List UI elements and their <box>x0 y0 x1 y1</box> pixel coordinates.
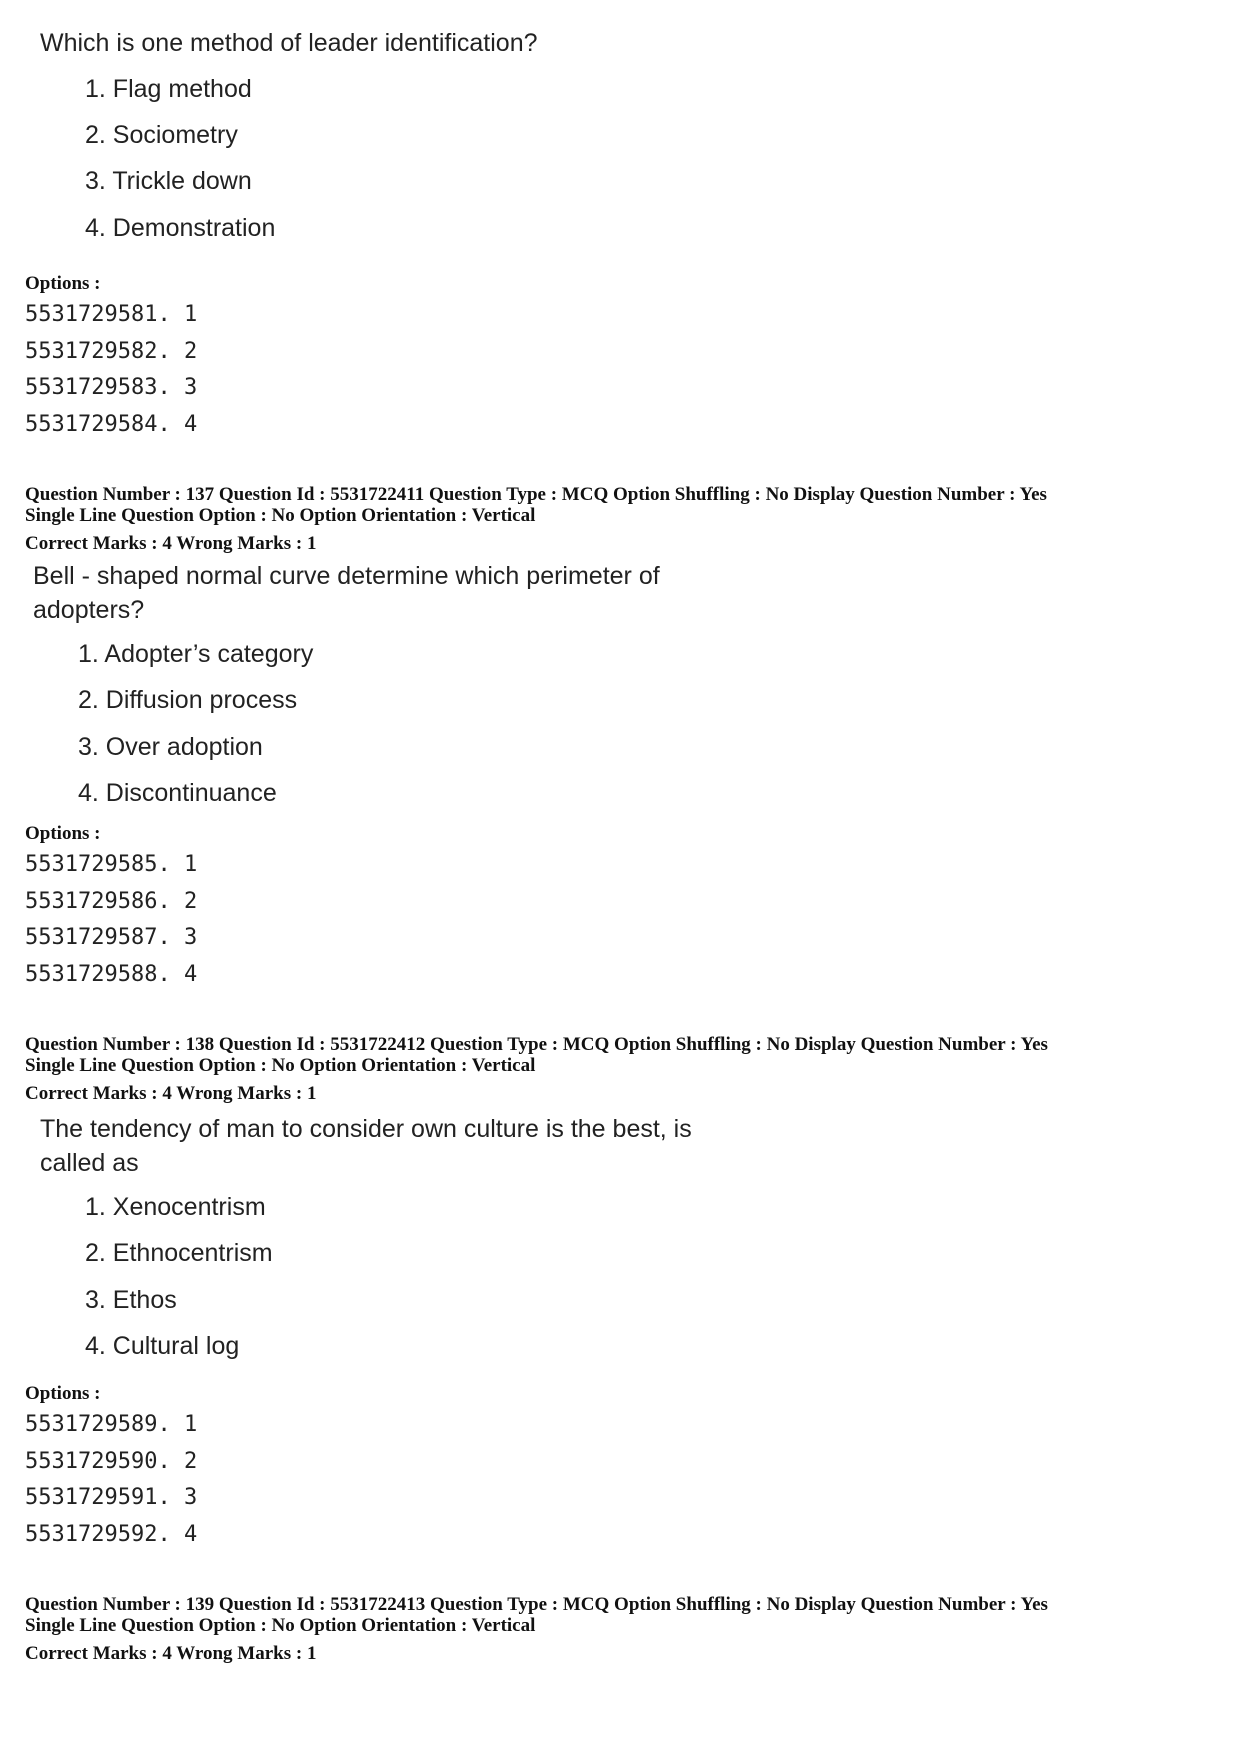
option-id: 5531729587. 3 <box>25 925 198 950</box>
option-id: 5531729581. 1 <box>25 302 198 327</box>
question-meta: Question Number : 137 Question Id : 5531722411 Question Type : MCQ Option Shuffling : No Display Question Number : Yes <box>25 484 1047 505</box>
question-choice: 4. Discontinuance <box>78 779 277 807</box>
question-choice: 1. Adopter’s category <box>78 640 314 668</box>
option-id: 5531729585. 1 <box>25 852 198 877</box>
option-id: 5531729586. 2 <box>25 889 198 914</box>
question-choice: 2. Ethnocentrism <box>85 1239 273 1267</box>
question-choice: 2. Diffusion process <box>78 686 298 714</box>
option-id: 5531729584. 4 <box>25 412 198 437</box>
question-marks: Correct Marks : 4 Wrong Marks : 1 <box>25 533 317 554</box>
question-choice: 2. Sociometry <box>85 121 238 149</box>
option-id: 5531729589. 1 <box>25 1412 198 1437</box>
option-id: 5531729583. 3 <box>25 375 198 400</box>
options-label: Options : <box>25 823 101 844</box>
question-meta: Single Line Question Option : No Option Orientation : Vertical <box>25 505 536 526</box>
options-label: Options : <box>25 1383 101 1404</box>
option-id: 5531729582. 2 <box>25 339 198 364</box>
question-stem-line: The tendency of man to consider own culture is the best, is <box>40 1115 692 1143</box>
option-id: 5531729590. 2 <box>25 1449 198 1474</box>
question-choice: 3. Ethos <box>85 1286 177 1314</box>
question-choice: 4. Demonstration <box>85 214 276 242</box>
question-stem-line: called as <box>40 1149 139 1177</box>
question-choice: 1. Flag method <box>85 75 252 103</box>
question-meta: Single Line Question Option : No Option Orientation : Vertical <box>25 1615 536 1636</box>
question-meta: Question Number : 138 Question Id : 5531722412 Question Type : MCQ Option Shuffling : No Display Question Number : Yes <box>25 1034 1048 1055</box>
question-marks: Correct Marks : 4 Wrong Marks : 1 <box>25 1643 317 1664</box>
option-id: 5531729588. 4 <box>25 962 198 987</box>
question-stem: Which is one method of leader identification? <box>40 29 538 57</box>
question-choice: 4. Cultural log <box>85 1332 240 1360</box>
question-meta: Question Number : 139 Question Id : 5531722413 Question Type : MCQ Option Shuffling : No Display Question Number : Yes <box>25 1594 1048 1615</box>
options-label: Options : <box>25 273 101 294</box>
question-stem-line: adopters? <box>33 596 145 624</box>
question-choice: 1. Xenocentrism <box>85 1193 266 1221</box>
question-stem-line: Bell - shaped normal curve determine which perimeter of <box>33 562 660 590</box>
option-id: 5531729591. 3 <box>25 1485 198 1510</box>
question-marks: Correct Marks : 4 Wrong Marks : 1 <box>25 1083 317 1104</box>
option-id: 5531729592. 4 <box>25 1522 198 1547</box>
question-choice: 3. Over adoption <box>78 733 263 761</box>
question-choice: 3. Trickle down <box>85 167 252 195</box>
question-meta: Single Line Question Option : No Option Orientation : Vertical <box>25 1055 536 1076</box>
